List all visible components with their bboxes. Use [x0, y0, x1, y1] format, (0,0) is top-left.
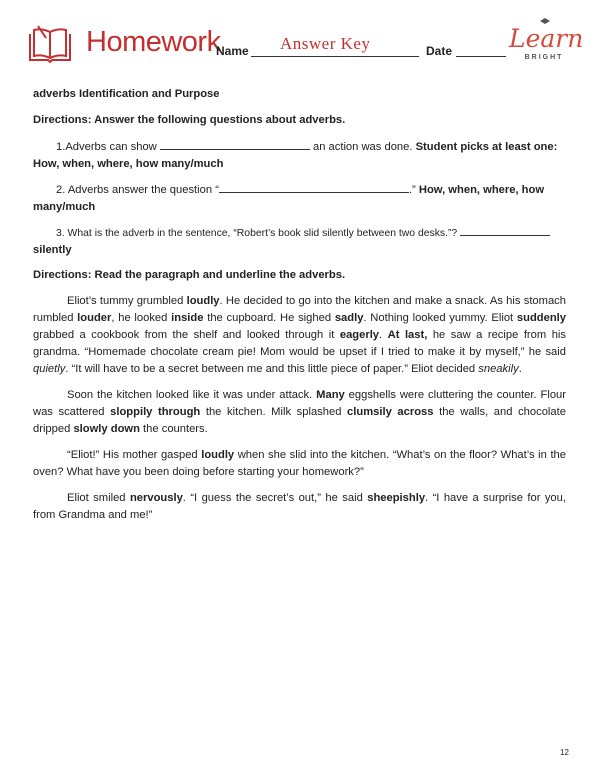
adverb-bold: loudly [201, 449, 235, 461]
directions-answer: Directions: Answer the following questions about adverbs. [33, 114, 346, 126]
question-3 [33, 224, 566, 259]
homework-title: Homework [86, 26, 221, 58]
adverb-bold: inside [171, 312, 204, 324]
learn-bright-logo [509, 22, 584, 70]
name-label: Name [216, 44, 249, 58]
page-number: 12 [560, 748, 569, 757]
adverb-italic: sneakily [478, 363, 519, 375]
text-run: . [379, 329, 388, 341]
logo-subtext: BRIGHT [524, 54, 564, 61]
adverb-bold: louder [77, 312, 112, 324]
name-field-line [251, 56, 419, 57]
worksheet-body [33, 86, 566, 533]
text-run: the kitchen. Milk splashed [200, 406, 348, 418]
text-run: Eliot smiled [67, 492, 130, 504]
text-run: when she slid into the kitchen. “What’s on the floor? What’s in the oven? What have you been doing before starting your homework?” [33, 449, 566, 478]
worksheet-title: adverbs Identification and Purpose [33, 88, 220, 100]
adverb-bold: sheepishly [367, 492, 426, 504]
worksheet-header [22, 16, 582, 78]
story-paragraph-1 [33, 293, 566, 378]
adverb-bold: nervously [129, 492, 183, 504]
directions-underline: Directions: Read the paragraph and underline the adverbs. [33, 269, 346, 281]
q3-answer: silently [33, 244, 72, 256]
adverb-bold: sloppily through [110, 406, 201, 418]
q1-answer: Student picks at least one: How, when, where, how many/much [33, 141, 558, 170]
adverb-bold: sadly [334, 312, 364, 324]
adverb-bold: eagerly [339, 329, 380, 341]
question-1 [33, 138, 566, 173]
adverb-bold: slowly down [73, 423, 140, 435]
text-run: . [518, 363, 522, 375]
story-paragraph-3 [33, 447, 566, 481]
date-label: Date [426, 44, 453, 58]
story-paragraph-2 [33, 387, 566, 438]
q2-answer: How, when, where, how many/much [33, 184, 545, 213]
adverb-bold: clumsily across [347, 406, 434, 418]
q1-blank [160, 138, 310, 150]
text-run: he saw a recipe from his grandma. “Homemade chocolate cream pie! Mom would be upset if I tried to make it by myself,” he said [33, 329, 566, 358]
text-run: the cupboard. He sighed [203, 312, 335, 324]
name-field-value: Answer Key [280, 34, 371, 53]
adverb-bold: loudly [186, 295, 220, 307]
q2-text-after: .” [408, 184, 416, 196]
text-run: . Nothing looked yummy. Eliot [363, 312, 517, 324]
date-field-line [456, 56, 506, 57]
question-2 [33, 181, 566, 216]
adverb-italic: quietly [33, 363, 66, 375]
adverb-bold: suddenly [516, 312, 567, 324]
text-run: grabbed a cookbook from the shelf and looked through it [33, 329, 340, 341]
q3-text: 3. What is the adverb in the sentence, “Robert’s book slid silently between two desks.”? [56, 228, 458, 239]
text-run: . “It will have to be a secret between me and this little piece of paper.” Eliot decided [65, 363, 479, 375]
adverb-bold: At last, [387, 329, 428, 341]
q2-blank [219, 181, 409, 193]
text-run: Eliot’s tummy grumbled [67, 295, 187, 307]
open-book-icon [26, 24, 74, 64]
story-paragraph-4 [33, 490, 566, 524]
text-run: “Eliot!” His mother gasped [67, 449, 202, 461]
q1-text-before: 1.Adverbs can show [56, 141, 157, 153]
text-run: . “I have a surprise for you, from Grandma and me!” [33, 492, 566, 521]
text-run: . He decided to go into the kitchen and make a snack. As his stomach rumbled [33, 295, 566, 324]
text-run: Soon the kitchen looked like it was under attack. [67, 389, 317, 401]
q2-text-before: 2. Adverbs answer the question “ [56, 184, 219, 196]
text-run: . “I guess the secret’s out,” he said [182, 492, 368, 504]
text-run: the counters. [139, 423, 208, 435]
text-run: eggshells were cluttering the counter. Flour was scattered [33, 389, 566, 418]
text-run: the walls, and chocolate dripped [33, 406, 566, 435]
q1-text-after: an action was done. [312, 141, 413, 153]
q3-blank [460, 224, 550, 236]
adverb-bold: Many [316, 389, 345, 401]
logo-word: Learn [509, 24, 584, 53]
text-run: , he looked [111, 312, 172, 324]
